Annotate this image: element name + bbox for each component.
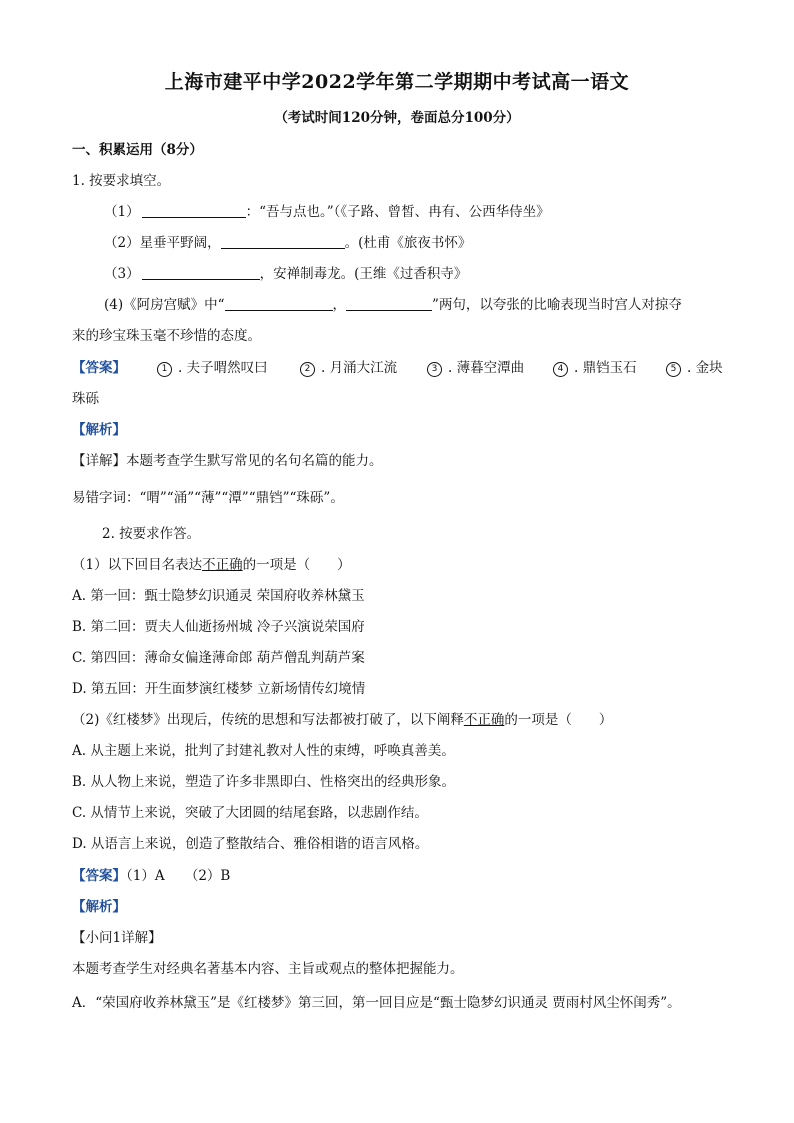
q1-item1-num: （1） xyxy=(104,204,140,220)
q1-item2-text: （2）星垂平野阔， xyxy=(104,235,221,251)
number-circle-icon: 1 xyxy=(157,362,172,377)
q2-sub1-option-b: B. 第二回：贾夫人仙逝扬州城 冷子兴演说荣国府 xyxy=(72,619,365,635)
q2-sub2 xyxy=(72,711,612,729)
number-circle-icon: 3 xyxy=(427,362,442,377)
q2-sub1-option-a: A. 第一回：甄士隐梦幻识通灵 荣国府收养林黛玉 xyxy=(72,588,365,604)
q2-sub2-option-d: D. 从语言上来说，创造了整散结合、雅俗相谐的语言风格。 xyxy=(72,836,429,852)
detail-text: 本题考查学生默写常见的名句名篇的能力。 xyxy=(126,453,383,469)
q1-item4-desc: ”两句，以夸张的比喻表现当时宫人对掠夺 xyxy=(432,297,682,313)
number-circle-icon: 4 xyxy=(553,362,568,377)
q1-analysis-label: 【解析】 xyxy=(72,422,126,438)
q1-item4-cont: 来的珍宝珠玉毫不珍惜的态度。 xyxy=(72,328,261,344)
q2-sub1-option-d: D. 第五回：开生面梦演红楼梦 立新场情传幻境情 xyxy=(72,681,366,697)
q1-item4 xyxy=(104,296,682,314)
answer-blank[interactable] xyxy=(221,234,345,249)
q1-detail xyxy=(72,452,383,470)
q1-item4-comma: ， xyxy=(332,297,347,313)
q2-stem: 2. 按要求作答。 xyxy=(102,526,201,542)
answer-blank[interactable] xyxy=(142,265,260,280)
q1-item3 xyxy=(104,265,467,283)
answer-blank[interactable] xyxy=(225,296,333,311)
answer-text: . 月涌大江流 xyxy=(321,360,398,376)
answer-text: . 夫子喟然叹曰 xyxy=(178,360,268,376)
q2-sub1-option-c: C. 第四回：薄命女偏逢薄命郎 葫芦僧乱判葫芦案 xyxy=(72,650,365,666)
q2-sub1 xyxy=(72,556,351,574)
answer-blank[interactable] xyxy=(142,203,246,218)
q2-analysis-label: 【解析】 xyxy=(72,899,126,915)
q2-answer-text: （1）A （2）B xyxy=(126,868,231,884)
q1-answer-item-3 xyxy=(427,359,524,377)
answer-blank[interactable] xyxy=(346,296,432,311)
q1-answer-cont: 珠砾 xyxy=(72,391,99,407)
q1-answer-item-1 xyxy=(157,359,268,377)
q2-sub1-pre: （1）以下回目名表达 xyxy=(72,557,203,573)
q1-item1 xyxy=(104,203,550,221)
q1-item3-text: ，安禅制毒龙。(王维《过香积寺》 xyxy=(259,266,468,282)
q1-item2 xyxy=(104,234,471,252)
answer-text: . 金块 xyxy=(687,360,723,376)
q2-answer-label: 【答案】 xyxy=(72,868,126,884)
section-heading: 一、积累运用（8分） xyxy=(72,142,203,158)
answer-text: . 鼎铛玉石 xyxy=(574,360,637,376)
q1-item1-text: ：“吾与点也。”（《子路、曾皙、冉有、公西华侍坐》 xyxy=(245,204,550,220)
q2-sub-label: 【小问1详解】 xyxy=(72,930,162,946)
q2-sub2-emphasis: 不正确 xyxy=(463,712,505,728)
page-title: 上海市建平中学2022学年第二学期期中考试高一语文 xyxy=(164,71,630,93)
q2-sub2-option-a: A. 从主题上来说，批判了封建礼教对人性的束缚，呼唤真善美。 xyxy=(72,743,455,759)
q1-stem: 1. 按要求填空。 xyxy=(72,173,171,189)
q2-sub1-post: 的一项是（ ） xyxy=(242,557,351,573)
page-subtitle: （考试时间120分钟，卷面总分100分） xyxy=(274,110,520,126)
q2-sub2-option-c: C. 从情节上来说，突破了大团圆的结尾套路，以悲剧作结。 xyxy=(72,805,428,821)
q1-answer-label: 【答案】 xyxy=(72,360,126,376)
q1-item2-source: 。(杜甫《旅夜书怀》 xyxy=(344,235,472,251)
detail-label: 【详解】 xyxy=(72,453,126,469)
q1-answer-item-2 xyxy=(300,359,397,377)
answer-text: . 薄暮空潭曲 xyxy=(448,360,525,376)
q2-sub2-pre: （2)《红楼梦》出现后，传统的思想和写法都被打破了，以下阐释 xyxy=(72,712,464,728)
number-circle-icon: 2 xyxy=(300,362,315,377)
q2-sub1-emphasis: 不正确 xyxy=(202,557,243,573)
q2-analysis-line2: A．“荣国府收养林黛玉”是《红楼梦》第三回，第一回目应是“甄士隐梦幻识通灵 贾雨村风尘怀闺秀”。 xyxy=(72,995,681,1011)
q1-answer-item-4 xyxy=(553,359,637,377)
q1-answer-item-5 xyxy=(666,359,723,377)
q2-analysis-line1: 本题考查学生对经典名著基本内容、主旨或观点的整体把握能力。 xyxy=(72,961,464,977)
q1-typo: 易错字词：“喟”“涌”“薄”“潭”“鼎铛”“珠砾”。 xyxy=(72,490,344,506)
q2-sub2-option-b: B. 从人物上来说，塑造了许多非黑即白、性格突出的经典形象。 xyxy=(72,774,456,790)
q1-item4-text: (4)《阿房宫赋》中“ xyxy=(104,297,225,313)
q2-answer xyxy=(72,867,230,885)
q2-sub2-post: 的一项是（ ） xyxy=(504,712,613,728)
number-circle-icon: 5 xyxy=(666,362,681,377)
q1-item3-num: （3） xyxy=(104,266,140,282)
